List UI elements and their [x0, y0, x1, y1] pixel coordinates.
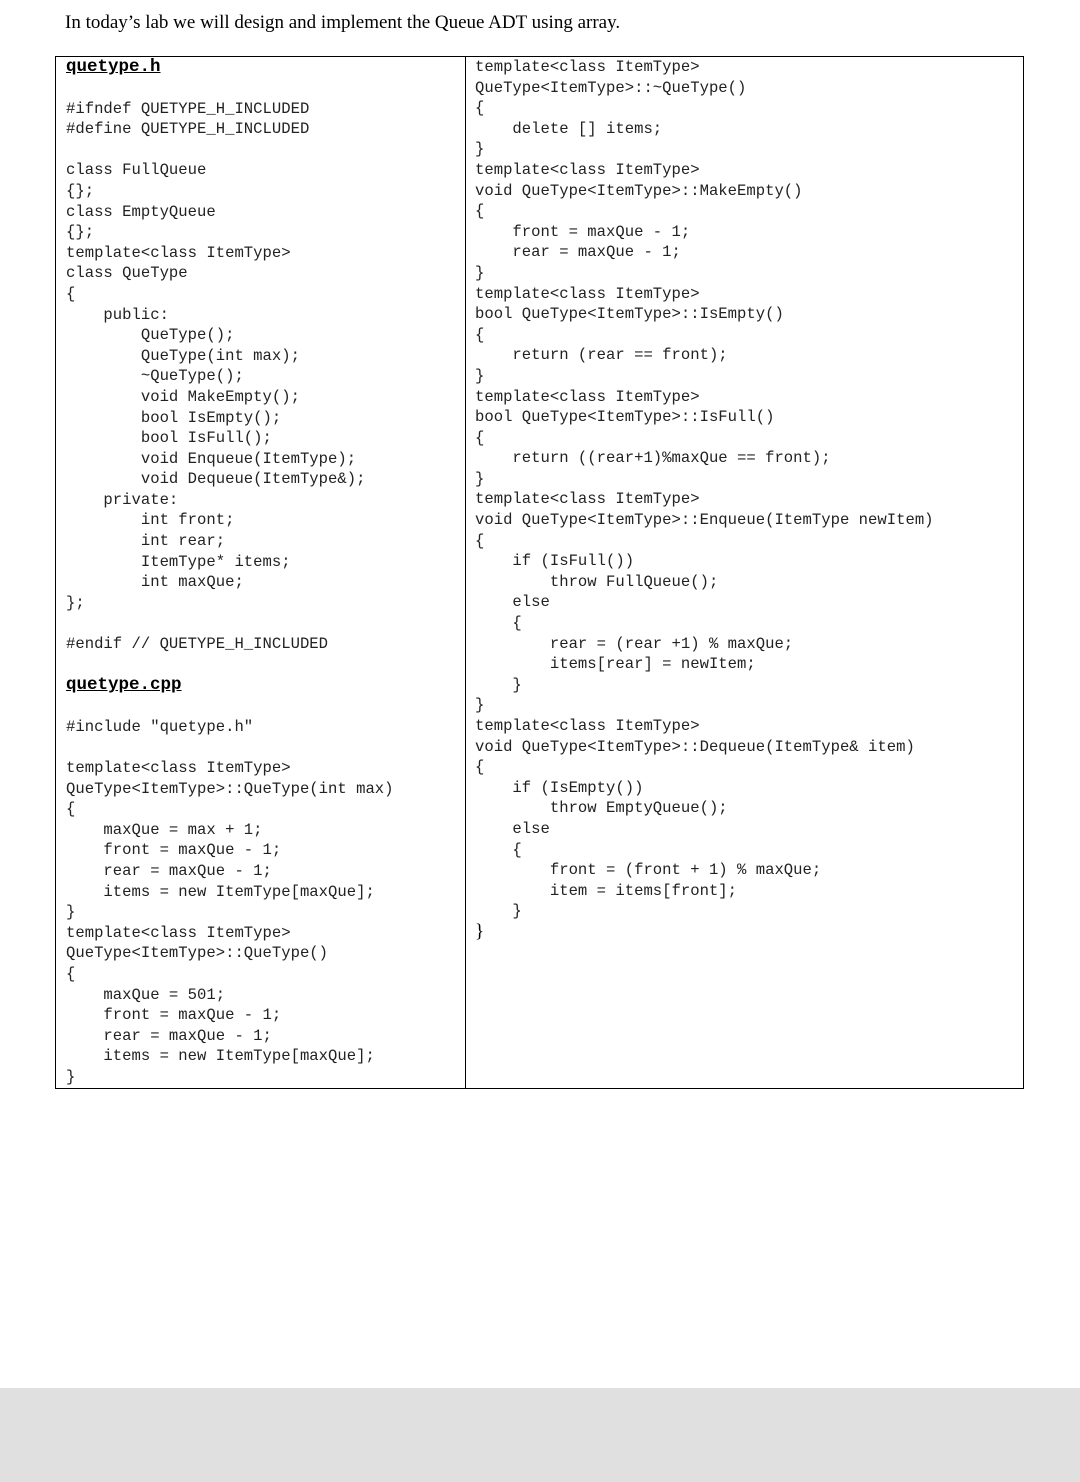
- code-table: [55, 56, 1024, 1089]
- right-code-column: [466, 57, 1023, 1088]
- spacer: [66, 78, 465, 99]
- header-file-code: #ifndef QUETYPE_H_INCLUDED #define QUETYPE_H_INCLUDED class FullQueue {}; class EmptyQueue {}; template<class ItemType> class QueType { public: QueType(); QueType(int max); ~QueType(); void MakeEmpty(); bool IsEmpty(); bool IsFull(); void Enqueue(ItemType); void Dequeue(ItemType&); private: int front; int rear; ItemType* items; int maxQue; }; #endif // QUETYPE_H_INCLUDED: [66, 99, 366, 654]
- spacer: [66, 696, 465, 717]
- impl-file-code-part2: template<class ItemType> QueType<ItemType>::~QueType() { delete [] items; } template<class ItemType> void QueType<ItemType>::MakeEmpty() { front = maxQue - 1; rear = maxQue - 1; } template<class ItemType> bool QueType<ItemType>::IsEmpty() { return (rear == front); } template<class ItemType> bool QueType<ItemType>::IsFull() { return ((rear+1)%maxQue == front); } template<class ItemType> void QueType<ItemType>::Enqueue(ItemType newItem) { if (IsFull()) throw FullQueue(); else { rear = (rear +1) % maxQue; items[rear] = newItem; } } template<class ItemType> void QueType<ItemType>::Dequeue(ItemType& item) { if (IsEmpty()) throw EmptyQueue(); else { front = (front + 1) % maxQue; item = items[front]; }: [475, 58, 934, 921]
- page-bottom-band: [0, 1388, 1080, 1482]
- impl-file-code-part1: #include "quetype.h" template<class ItemType> QueType<ItemType>::QueType(int max) { maxQue = max + 1; front = maxQue - 1; rear = maxQue - 1; items = new ItemType[maxQue]; } template<class ItemType> QueType<ItemType>::QueType() { maxQue = 501; front = maxQue - 1; rear = maxQue - 1; items = new ItemType[maxQue]; }: [66, 717, 394, 1086]
- intro-text: In today’s lab we will design and implement the Queue ADT using array.: [65, 12, 621, 33]
- header-file-title: quetype.h: [66, 57, 161, 77]
- closing-brace: }: [475, 920, 485, 942]
- spacer: [66, 655, 465, 676]
- impl-file-title: quetype.cpp: [66, 675, 182, 696]
- left-code-column: [56, 57, 466, 1088]
